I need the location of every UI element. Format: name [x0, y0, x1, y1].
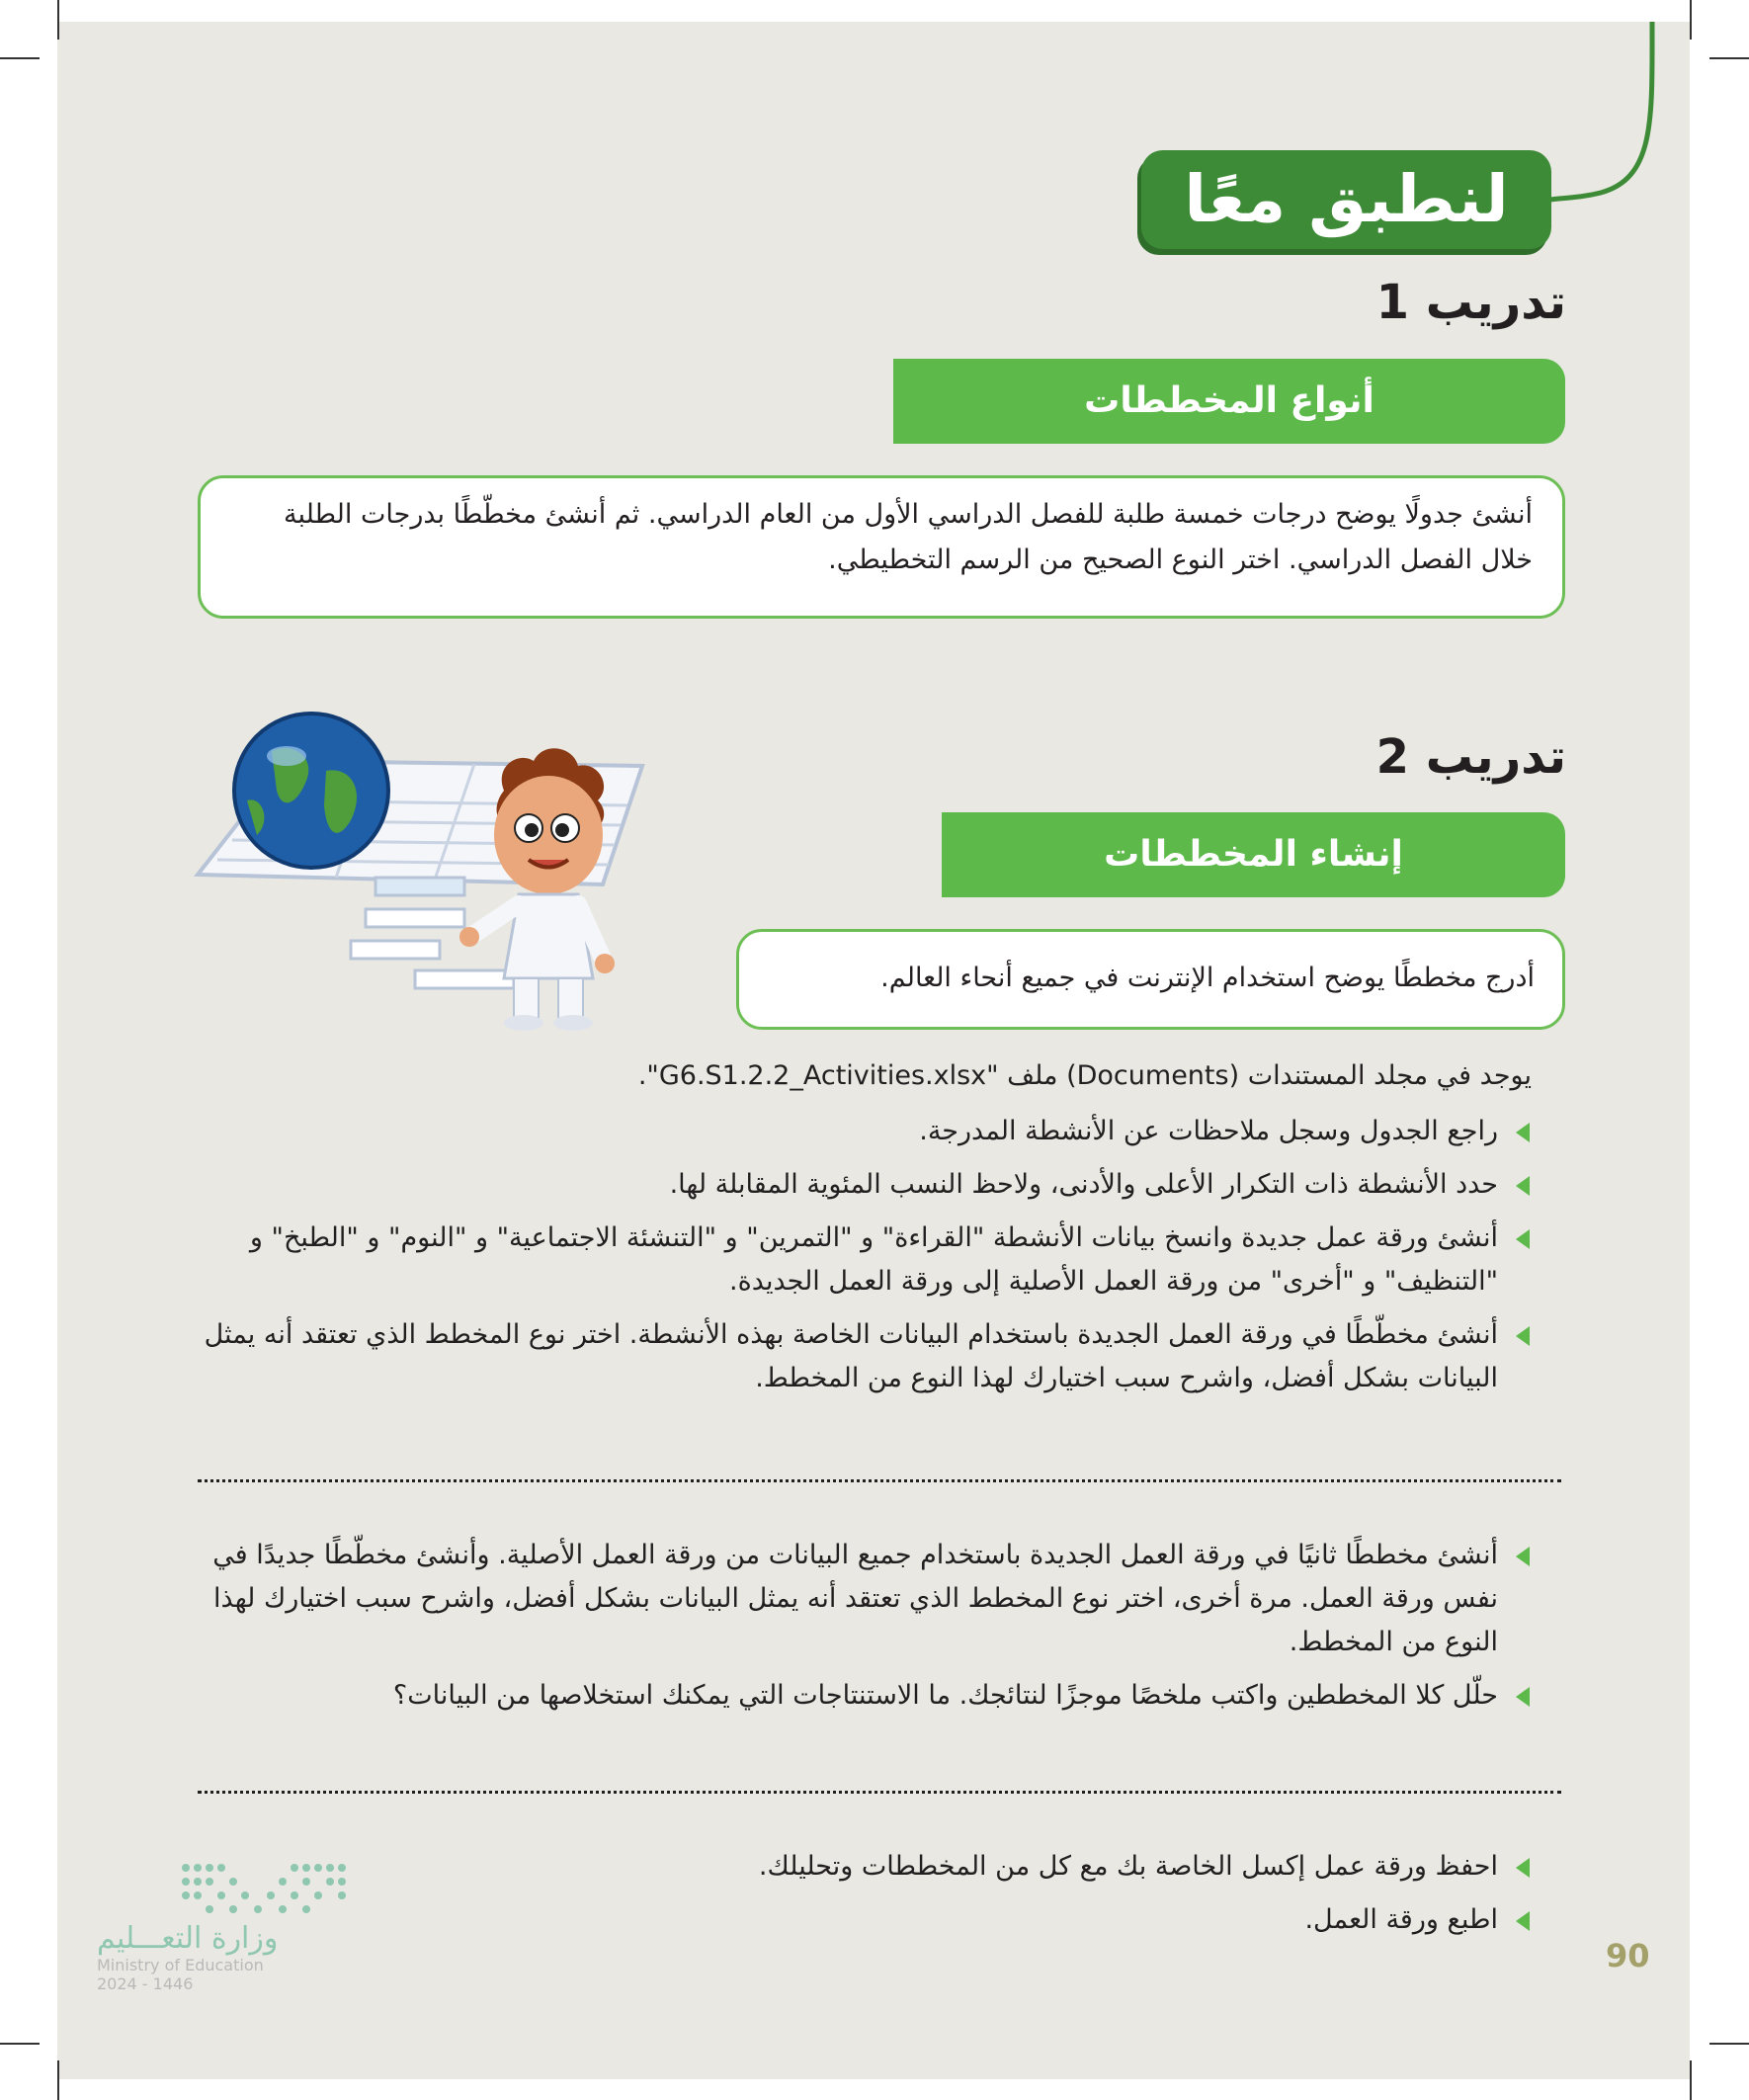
page-background: [57, 22, 1690, 2079]
list-item: راجع الجدول وسجل ملاحظات عن الأنشطة المدرجة.: [168, 1110, 1532, 1153]
crop-mark: [0, 2043, 40, 2045]
answer-line[interactable]: [198, 1791, 1561, 1794]
crop-mark: [0, 57, 40, 59]
exercise-1-task-box: [198, 475, 1565, 619]
intro-text: يوجد في مجلد المستندات (Documents) ملف "G6.S1.2.2_Activities.xlsx".: [637, 1060, 1532, 1091]
bullet-icon: [1516, 1547, 1530, 1566]
bullet-icon: [1516, 1326, 1530, 1346]
globe-boy-illustration: [178, 712, 652, 1038]
instructions-group-2: [168, 1534, 1532, 1727]
bullet-icon: [1516, 1858, 1530, 1878]
ministry-year: 2024 - 1446: [97, 1974, 194, 1993]
list-item: احفظ ورقة عمل إكسل الخاصة بك مع كل من المخططات وتحليلك.: [168, 1845, 1532, 1889]
instructions-group-3: [168, 1845, 1532, 1952]
exercise-1-header-bar: أنواع المخططات: [893, 359, 1565, 444]
list-item: أنشئ مخططًا ثانيًا في ورقة العمل الجديدة باستخدام جميع البيانات من ورقة العمل الأصلية. وأنشئ مخطّطًا جديدًا في نفس ورقة العمل. مرة أخرى، اختر نوع المخطط الذي تعتقد أنه يمثل البيانات بشكل أفضل، واشرح سبب اختيارك لهذا النوع من المخطط.: [168, 1534, 1532, 1664]
list-item: حدد الأنشطة ذات التكرار الأعلى والأدنى، ولاحظ النسب المئوية المقابلة لها.: [168, 1163, 1532, 1207]
page-number: 90: [1606, 1937, 1650, 1974]
list-item: أنشئ ورقة عمل جديدة وانسخ بيانات الأنشطة "القراءة" و "التمرين" و "التنشئة الاجتماعية" و "النوم" و "الطبخ" و "التنظيف" و "أخرى" من ورقة العمل الأصلية إلى ورقة العمل الجديدة.: [168, 1217, 1532, 1303]
bullet-icon: [1516, 1911, 1530, 1931]
answer-line[interactable]: [198, 1479, 1561, 1482]
section-title-badge: لنطبق معًا: [1141, 150, 1551, 249]
crop-mark: [57, 0, 59, 40]
crop-mark: [1709, 57, 1749, 59]
crop-mark: [57, 2060, 59, 2100]
bullet-icon: [1516, 1123, 1530, 1142]
list-item: أنشئ مخطّطًا في ورقة العمل الجديدة باستخدام البيانات الخاصة بهذه الأنشطة. اختر نوع المخطط الذي تعتقد أنه يمثل البيانات بشكل أفضل، واشرح سبب اختيارك لهذا النوع من المخطط.: [168, 1313, 1532, 1400]
exercise-2-task-box: [736, 929, 1565, 1030]
ministry-dots-icon: [97, 1858, 354, 1917]
exercise-1-task-text: أنشئ جدولًا يوضح درجات خمسة طلبة للفصل الدراسي الأول من العام الدراسي. ثم أنشئ مخطّطًا بدرجات الطلبة خلال الفصل الدراسي. اختر النوع الصحيح من الرسم التخطيطي.: [283, 499, 1533, 575]
bullet-icon: [1516, 1176, 1530, 1196]
instructions-group-1: [168, 1054, 1532, 1410]
crop-mark: [1709, 2043, 1749, 2045]
list-item: حلّل كلا المخططين واكتب ملخصًا موجزًا لنتائجك. ما الاستنتاجات التي يمكنك استخلاصها من البيانات؟: [168, 1674, 1532, 1718]
ministry-name-en: Ministry of Education: [97, 1956, 264, 1974]
exercise-2-title: تدريب 2: [1375, 729, 1566, 785]
crop-mark: [1690, 0, 1692, 40]
crop-mark: [1690, 2060, 1692, 2100]
exercise-2-task-text: أدرج مخططًا يوضح استخدام الإنترنت في جميع أنحاء العالم.: [880, 963, 1535, 993]
exercise-1-title: تدريب 1: [1375, 275, 1566, 330]
ministry-name-ar: وزارة التعـــليم: [97, 1921, 279, 1956]
bullet-icon: [1516, 1229, 1530, 1249]
ministry-logo: [97, 1858, 344, 1993]
exercise-2-header-bar: إنشاء المخططات: [942, 812, 1565, 897]
list-item: اطبع ورقة العمل.: [168, 1898, 1532, 1942]
bullet-icon: [1516, 1687, 1530, 1707]
